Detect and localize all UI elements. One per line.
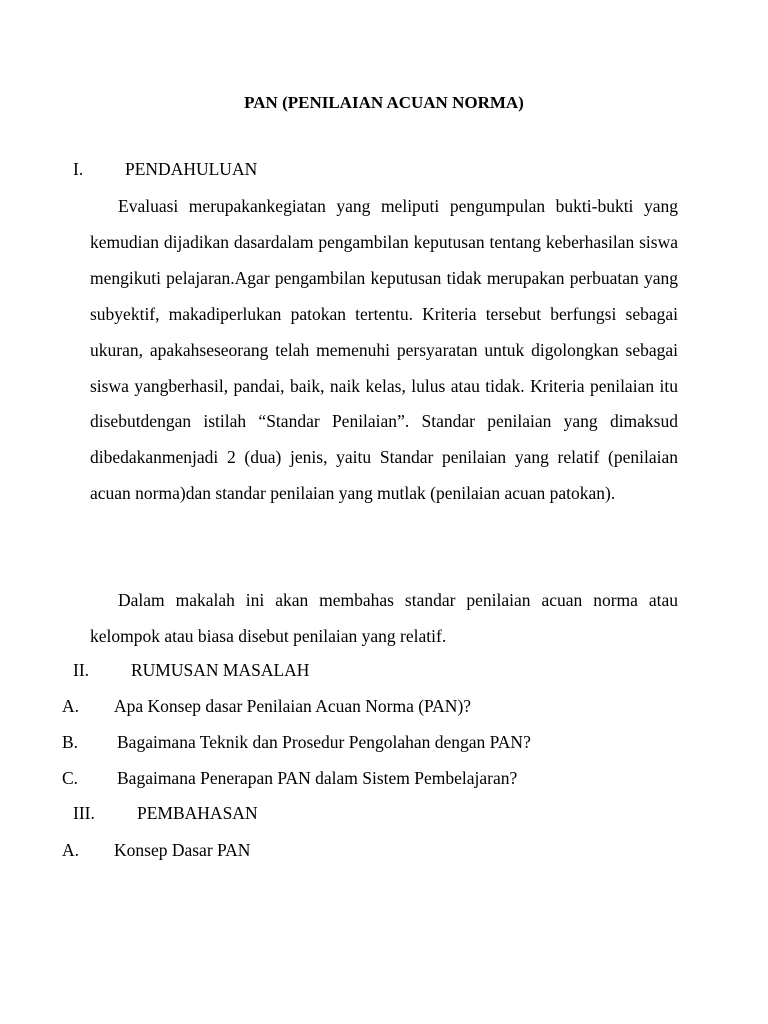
document-title: PAN (PENILAIAN ACUAN NORMA) bbox=[244, 93, 524, 112]
item-text: Apa Konsep dasar Penilaian Acuan Norma (PAN)? bbox=[114, 696, 472, 716]
item-text: Bagaimana Teknik dan Prosedur Pengolahan dengan PAN? bbox=[117, 732, 531, 752]
item-text: Bagaimana Penerapan PAN dalam Sistem Pembelajaran? bbox=[117, 768, 518, 788]
paragraph-evaluasi bbox=[90, 189, 678, 512]
item-label: C. bbox=[62, 768, 79, 788]
paragraph-text-continued: ”. Standar penilaian yang dimaksud dibedakanmenjadi 2 (dua) jenis, yaitu Standar penilaian yang relatif (penilaian acuan norma)dan standar penilaian yang mutlak (penilaian acuan patokan). bbox=[90, 411, 678, 504]
section-title: PEMBAHASAN bbox=[137, 803, 258, 823]
item-label: B. bbox=[62, 732, 79, 752]
term-standar-penilaian: Standar Penilaian bbox=[266, 411, 398, 432]
paragraph-text: Dalam makalah ini akan membahas standar penilaian acuan norma atau kelompok atau biasa disebut penilaian yang relatif. bbox=[90, 590, 678, 646]
paragraph-text: Evaluasi merupakankegiatan yang meliputi pengumpulan bukti-bukti yang kemudian dijadikan dasardalam pengambilan keputusan tentang keberhasilan siswa mengikuti pelajaran.Agar pengambilan keputusan tidak merupakan perbuatan yang subyektif, makadiperlukan patokan tertentu. Kriteria tersebut berfungsi sebagai ukuran, apakahseseorang telah memenuhi persyaratan untuk digolongkan sebagai siswa yangberhasil, pandai, baik, naik kelas, lulus atau tidak. Kriteria penilaian itu disebutdengan istilah “ bbox=[90, 196, 678, 432]
item-label: A. bbox=[62, 696, 80, 716]
item-label: A. bbox=[62, 840, 80, 860]
section-number: II. bbox=[73, 660, 90, 680]
section-number: I. bbox=[73, 159, 84, 179]
section-title: RUMUSAN MASALAH bbox=[131, 660, 310, 680]
section-number: III. bbox=[73, 803, 95, 823]
paragraph-makalah bbox=[90, 583, 678, 655]
item-text: Konsep Dasar PAN bbox=[114, 840, 251, 860]
section-title: PENDAHULUAN bbox=[125, 159, 258, 179]
